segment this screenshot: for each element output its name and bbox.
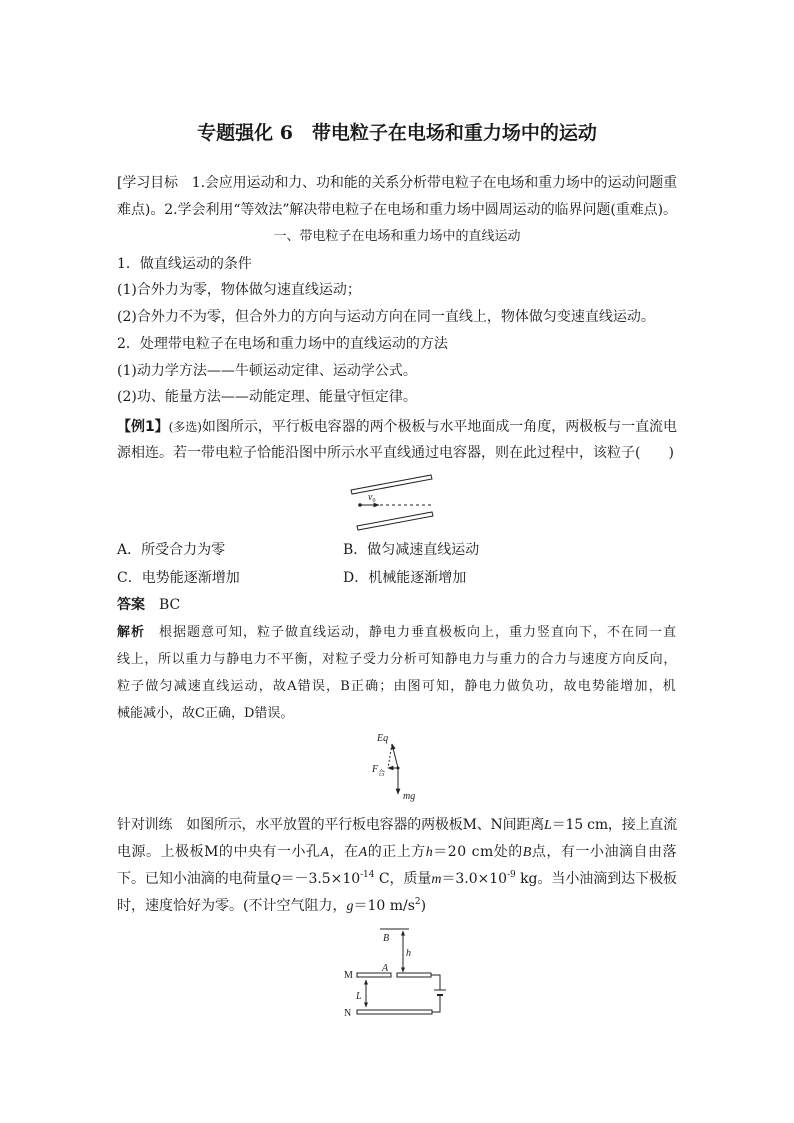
text-run: 下。已知小油滴的电荷量 xyxy=(117,871,271,887)
velocity-label xyxy=(368,492,375,504)
parallelogram-dashed-line xyxy=(388,744,392,768)
page-title: 专题强化 6 带电粒子在电场和重力场中的运动 xyxy=(197,122,597,144)
option-a: A．所受合力为零 xyxy=(117,542,226,558)
method-item: (2)功、能量方法——动能定理、能量守恒定律。 xyxy=(117,389,417,405)
particle-dot xyxy=(397,767,400,770)
training-line-3 xyxy=(117,869,677,891)
variable-b: B xyxy=(522,845,532,860)
text-run: ＝－3.5×10 xyxy=(280,871,361,887)
oil-drop-capacitor-figure xyxy=(335,920,455,1025)
text-run: 如图所示，水平放置的平行板电容器的两极板M、N间距离 xyxy=(186,817,545,833)
text-run: ＝3.0×10 xyxy=(441,871,507,887)
variable-q: Q xyxy=(270,872,281,887)
text-run: ) xyxy=(420,898,427,914)
example-type: (多选) xyxy=(168,420,202,434)
answer-value: BC xyxy=(159,597,181,613)
electric-force-arrow xyxy=(392,744,398,768)
training-line-2 xyxy=(117,842,677,863)
text-run: ＝20 cm处的 xyxy=(433,844,523,860)
velocity-subscript: 0 xyxy=(372,498,376,504)
upper-plate-right xyxy=(397,973,431,977)
point-b-label: B xyxy=(383,933,390,944)
net-force-subscript: 合 xyxy=(378,769,386,777)
lower-wire xyxy=(432,995,440,1012)
text-run: ＝10 m/s xyxy=(353,898,415,914)
text-run: C，质量 xyxy=(374,871,432,887)
analysis-label: 解析 xyxy=(117,625,145,640)
example-stem-text: 如图所示，平行板电容器的两个极板与水平地面成一角度，两极板与一直流电 xyxy=(201,419,677,435)
example-tag: 【例1】 xyxy=(117,419,169,435)
text-run: 的正上方 xyxy=(367,844,426,860)
upper-plate xyxy=(351,475,432,494)
lower-plate xyxy=(357,512,433,530)
exponent: 2 xyxy=(414,897,421,907)
learning-objectives-line-2: 难点)。2.学会利用“等效法”解决带电粒子在电场和重力场中圆周运动的临界问题(重难点)。 xyxy=(117,202,677,218)
variable-a: A xyxy=(320,845,330,860)
training-line-1 xyxy=(117,815,677,836)
variable-l: L xyxy=(544,818,552,833)
text-run: kg。当小油滴到达下极板 xyxy=(515,871,677,887)
condition-item: (2)合外力不为零，但合外力的方向与运动方向在同一直线上，物体做匀变速直线运动。 xyxy=(117,309,655,325)
net-force-symbol: F xyxy=(372,764,379,775)
lower-plate-label: N xyxy=(344,1008,352,1019)
variable-m: m xyxy=(431,872,442,887)
tilted-capacitor-figure xyxy=(340,470,440,540)
analysis-text: 根据题意可知，粒子做直线运动，静电力垂直极板向上，重力竖直向下，不在同一直 xyxy=(159,625,677,640)
variable-g: g xyxy=(346,899,354,914)
option-d: D．机械能逐渐增加 xyxy=(343,570,467,586)
answer-label: 答案 xyxy=(117,597,145,613)
upper-wire xyxy=(431,975,440,990)
option-b: B．做匀减速直线运动 xyxy=(343,542,480,558)
section-heading: 一、带电粒子在电场和重力场中的直线运动 xyxy=(273,229,521,244)
example-stem-line-2: 源相连。若一带电粒子恰能沿图中所示水平直线通过电容器，则在此过程中，该粒子( ) xyxy=(117,445,674,461)
separation-label: L xyxy=(356,991,362,1002)
analysis-line-3: 粒子做匀减速直线运动，故A错误，B正确；由图可知，静电力做负功，故电势能增加，机 xyxy=(117,679,677,694)
methods-title: 2．处理带电粒子在电场和重力场中的直线运动的方法 xyxy=(117,336,448,352)
learning-objectives-line-1: [学习目标 1.会应用运动和力、功和能的关系分析带电粒子在电场和重力场中的运动问题重 xyxy=(117,175,677,191)
lower-plate xyxy=(357,1010,432,1014)
exponent: -9 xyxy=(506,870,516,880)
analysis-line-1 xyxy=(117,623,677,643)
upper-plate-label: M xyxy=(344,970,353,981)
text-run: 电源。上极板M的中央有一小孔 xyxy=(117,844,321,860)
example-stem-line-1 xyxy=(117,417,677,437)
gravity-label: mg xyxy=(403,791,416,802)
exponent: -14 xyxy=(360,870,375,880)
velocity-symbol: v xyxy=(368,492,373,503)
variable-a: A xyxy=(358,845,368,860)
option-c: C．电势能逐渐增加 xyxy=(117,570,240,586)
electric-force-label: Eq xyxy=(377,733,389,744)
variable-h: h xyxy=(425,845,434,860)
text-run: ，在 xyxy=(329,844,359,860)
net-force-label xyxy=(371,764,385,777)
text-run: 时，速度恰好为零。(不计空气阻力， xyxy=(117,898,347,914)
height-label: h xyxy=(406,948,411,959)
method-item: (1)动力学方法——牛顿运动定律、运动学公式。 xyxy=(117,363,417,379)
particle-dot xyxy=(358,503,362,507)
text-run: ＝15 cm，接上直流 xyxy=(551,817,678,833)
condition-item: (1)合外力为零，物体做匀速直线运动； xyxy=(117,282,361,298)
answer-line xyxy=(117,595,677,615)
text-run: 点，有一小油滴自由落 xyxy=(531,844,678,860)
hole-label: A xyxy=(382,963,389,974)
training-line-4 xyxy=(117,896,677,918)
training-label: 针对训练 xyxy=(117,817,173,833)
analysis-line-2: 线上，所以重力与静电力不平衡，对粒子受力分析可知静电力与重力的合力与速度方向反向， xyxy=(117,652,677,667)
force-diagram xyxy=(365,726,425,806)
analysis-line-4: 械能减小，故C正确，D错误。 xyxy=(117,706,294,721)
conditions-title: 1．做直线运动的条件 xyxy=(117,256,252,272)
